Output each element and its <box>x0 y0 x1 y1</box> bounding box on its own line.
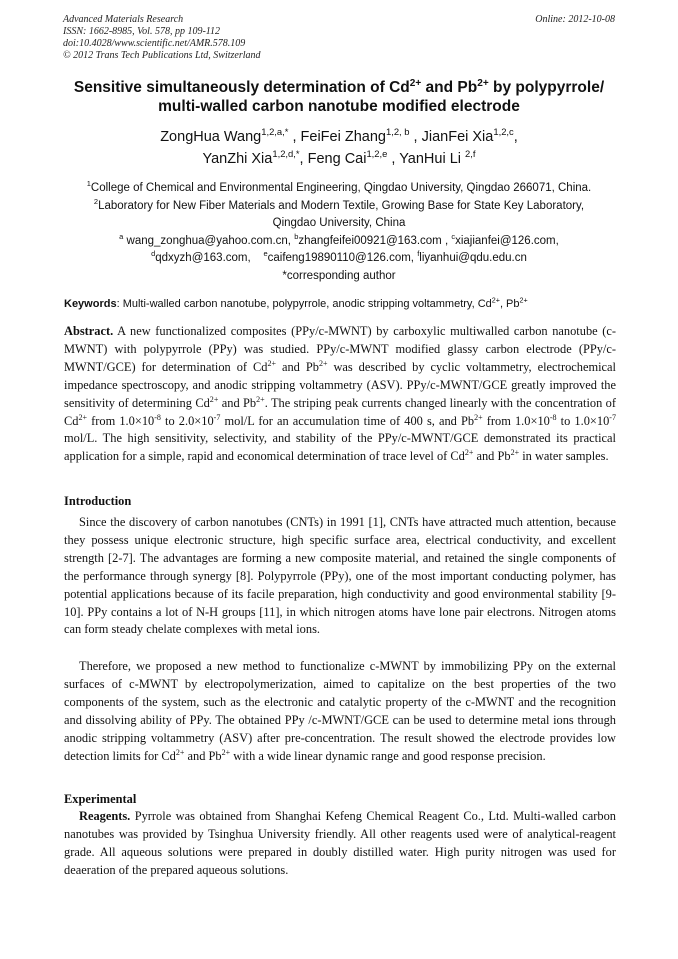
online-date: Online: 2012-10-08 <box>535 14 615 25</box>
corresponding-note: *corresponding author <box>282 269 396 282</box>
author-name: Feng Cai <box>307 151 367 167</box>
introduction-paragraph-2: Therefore, we proposed a new method to functionalize c-MWNT by immobilizing PPy on the external surfaces of c-MWNT by electropolymerization, aimed to capitalize on the best properties of the two components of the system, such as the electronic and catalytic property of the c-MWNT and the recognition and dissolving ability of PPy. The obtained PPy /c-MWNT/GCE can be used to determine metal ions through anodic stripping voltammetry (ASV) after pre-concentration. The result showed the electrode provides low detection limits for $Cd^{2+}$ and $Pb^{2+}$ with a wide linear dynamic range and good response precision. <box>64 659 616 763</box>
affiliation-2: $^2$Laboratory for New Fiber Materials and Modern Textile, Growing Base for State Key Laboratory, <box>93 196 585 212</box>
journal-name: Advanced Materials Research <box>63 14 184 25</box>
email-line-1: $^a$ wang_zonghua@yahoo.com.cn, $^b$zhangfeifei00921@163.com , $^c$xiajianfei@126.com, <box>119 231 559 247</box>
affiliations <box>52 180 626 285</box>
email: zhangfeifei00921@163.com , <box>298 234 449 247</box>
journal-header <box>63 14 615 62</box>
keywords: Keywords: Multi-walled carbon nanotube, polypyrrole, anodic stripping voltammetry, $Cd^{2+}$, $Pb^{2+}$ <box>64 296 528 310</box>
paper-title: Sensitive simultaneously determination of $Cd^{2+}$ and $Pb^{2+}$ by polypyrrole/ multi-walled carbon nanotube modified electrode <box>73 77 605 115</box>
abstract: Abstract. A new functionalized composites (PPy/c-MWNT) by carboxylic multiwalled carbon nanotube (c-MWNT) with polypyrrole (PPy) was studied. PPy/c-MWNT modified glassy carbon electrode (PPy/c-MWNT/GCE) for determination of $Cd^{2+}$ and $Pb^{2+}$ was described by cyclic voltammetry, electrochemical impedance spectroscopy, and anodic stripping voltammetry (ASV). PPy/c-MWNT/GCE greatly improved the sensitivity of determining $Cd^{2+}$ and $Pb^{2+}$. The striping peak currents changed linearly with the concentration of $Cd^{2+}$ from $1.0\times 10^{-8}$ to $2.0\times 10^{-7}$ mol/L for an accumulation time of 400 s, and $Pb^{2+}$ from $1.0\times 10^{-8}$ to $1.0\times 10^{-7}$ mol/L. The high sensitivity, selectivity, and stability of the PPy/c-MWNT/GCE demonstrated its practical application for a simple, rapid and economical determination of trace level of $Cd^{2+}$ and $Pb^{2+}$ in water samples. <box>64 324 617 464</box>
issn: ISSN: 1662-8985, Vol. 578, pp 109-112 <box>63 26 221 37</box>
email: caifeng19890110@126.com, <box>267 252 414 264</box>
author-name: ZongHua Wang <box>160 129 262 145</box>
doi: doi:10.4028/www.scientific.net/AMR.578.109 <box>63 38 246 49</box>
email: xiajianfei@126.com, <box>455 234 559 247</box>
copyright: © 2012 Trans Tech Publications Ltd, Switzerland <box>63 50 261 61</box>
email: qdxyzh@163.com, <box>155 252 251 264</box>
author-name: YanZhi Xia <box>202 151 273 167</box>
author-list: ZongHua Wang$^{1,2,a,*}$ , FeiFei Zhang$^{1,2, b}$ , JianFei Xia$^{1,2,c}$, YanZhi Xia$^{1,2,d,*}$, Feng Cai$^{1,2,e}$ , YanHui Li $^{2,f}$ <box>160 126 518 167</box>
author-name: YanHui Li <box>399 151 461 167</box>
email: liyanhui@qdu.edu.cn <box>419 252 527 264</box>
email: wang_zonghua@yahoo.com.cn, <box>126 234 292 247</box>
affiliation-1: $^1$College of Chemical and Environmental Engineering, Qingdao University, Qingdao 266071, China. <box>86 179 592 194</box>
abstract-label: Abstract. <box>64 324 114 338</box>
author-name: JianFei Xia <box>421 129 494 145</box>
email-line-2: $^d$qdxyzh@163.com, $^e$caifeng19890110@126.com, $^f$liyanhui@qdu.edu.cn <box>151 249 527 264</box>
experimental-paragraph: Reagents. Pyrrole was obtained from Shanghai Kefeng Chemical Reagent Co., Ltd. Multi-walled carbon nanotubes was provided by Tsinghua University friendly. All other reagents used were of analytical-reagent grade. All aqueous solutions were prepared in doubly distilled water. High purity nitrogen was used for deaeration of the prepared aqueous solutions. <box>64 809 616 877</box>
reagents-lead: Reagents. <box>79 809 131 823</box>
introduction-paragraph-1: Since the discovery of carbon nanotubes (CNTs) in 1991 [1], CNTs have attracted much attention, because they possess unique electronic structure, high specific surface area, electrical conductivity, and excellent strength [2-7]. The advantages are forming a new composite material, and retained the single components of the performance through synergy [8]. Polypyrrole (PPy), one of the most important conducting polymer, has potential applications because of its facile preparation, high conductivity and good environmental stability [9-10]. PPy contains a lot of N-H groups [11], in which nitrogen atoms have lone pair electrons. Nitrogen atoms can form steady chelate complexes with metal ions. <box>64 515 616 637</box>
section-heading-introduction: Introduction <box>64 494 132 508</box>
author-name: FeiFei Zhang <box>300 129 386 145</box>
keywords-label: Keywords <box>64 298 117 310</box>
affiliation-2-cont: Qingdao University, China <box>272 217 406 229</box>
section-heading-experimental: Experimental <box>64 792 137 806</box>
